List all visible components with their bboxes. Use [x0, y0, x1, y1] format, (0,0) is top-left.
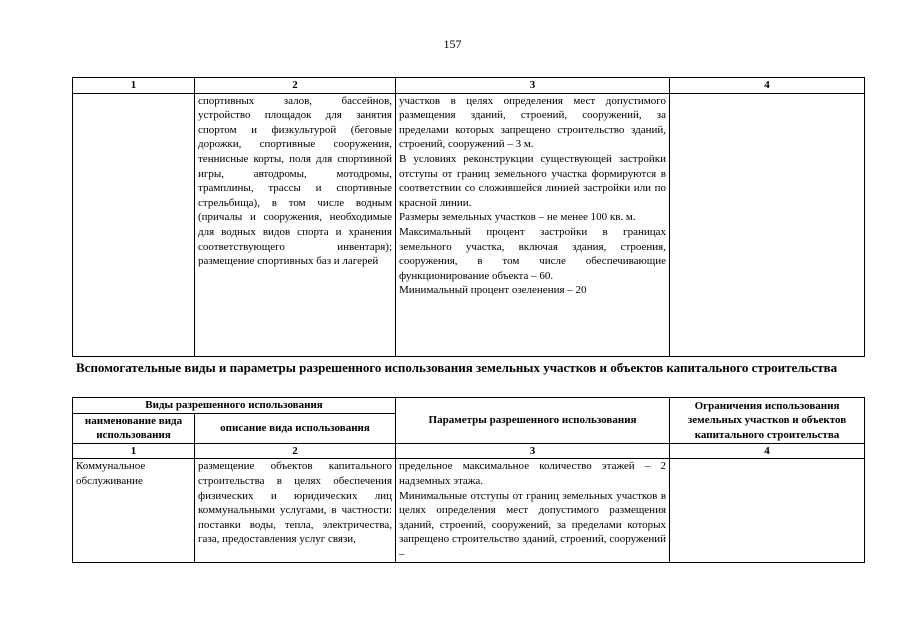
parameter-paragraph: Минимальный процент озеленения – 20 — [399, 284, 587, 297]
column-number: 2 — [195, 78, 396, 94]
parameter-paragraph: Минимальные отступы от границ земельных участков в целях определения мест допустимого размещения зданий, строений, сооружений, за пределами которых запрещено строительство зданий, строений, сооружений – — [399, 489, 667, 560]
header-group-label: Виды разрешенного использования — [73, 398, 396, 414]
cell-use-description: размещение объектов капитального строительства в целях обеспечения физических и юридических лиц коммунальными услугами, в частности: поставки воды, тепла, электричества, газа, предоставления услуг связи, — [195, 459, 396, 562]
column-number-row — [73, 78, 865, 94]
auxiliary-uses-table — [72, 397, 865, 563]
cell-limits — [670, 93, 865, 356]
header-parameters: Параметры разрешенного использования — [396, 398, 670, 444]
table-row — [73, 93, 865, 356]
column-number: 4 — [670, 443, 865, 459]
parameter-paragraph: В условиях реконструкции существующей застройки отступы от границ земельного участка формируются в соответствии со сложившейся линией застройки или по красной линии. — [399, 152, 666, 209]
column-number: 4 — [670, 78, 865, 94]
header-limits: Ограничения использования земельных участков и объектов капитального строительства — [670, 398, 865, 444]
cell-parameters — [396, 93, 670, 356]
parameter-paragraph: Размеры земельных участков – не менее 100 кв. м. — [399, 211, 636, 224]
page-number: 157 — [443, 37, 462, 51]
cell-parameters — [396, 459, 670, 562]
cell-use-description: спортивных залов, бассейнов, устройство площадок для занятия спортом и физкультурой (беговые дорожки, спортивные сооружения, теннисные корты, поля для спортивной игры, автодромы, мотодромы, трамплины, трассы и спортивные стрельбища), в том числе водным (причалы и сооружения, необходимые для водных видов спорта и хранения соответствующего инвентаря); размещение спортивных баз и лагерей — [195, 93, 396, 356]
header-use-description: описание вида использования — [195, 413, 396, 443]
header-use-name: наименование вида использования — [73, 413, 195, 443]
table-row — [73, 459, 865, 562]
cell-limits — [670, 459, 865, 562]
column-number-row — [73, 443, 865, 459]
section-heading: Вспомогательные виды и параметры разрешенного использования земельных участков и объектов капитального строительства — [76, 360, 838, 375]
top-table — [72, 77, 865, 357]
column-number: 3 — [396, 443, 670, 459]
header-row — [73, 398, 865, 414]
column-number: 1 — [73, 443, 195, 459]
cell-use-name — [73, 93, 195, 356]
parameter-paragraph: предельное максимальное количество этажей – 2 надземных этажа. — [399, 460, 667, 487]
parameter-paragraph: участков в целях определения мест допустимого размещения зданий, строений, сооружений, за пределами которых запрещено строительство зданий, строений, сооружений – 3 м. — [399, 94, 666, 151]
cell-use-name: Коммунальное обслуживание — [73, 459, 195, 562]
parameter-paragraph: Максимальный процент застройки в границах земельного участка, включая здания, строения, сооружения, в том числе обеспечивающие функционирование объекта – 60. — [399, 225, 666, 282]
column-number: 2 — [195, 443, 396, 459]
column-number: 3 — [396, 78, 670, 94]
column-number: 1 — [73, 78, 195, 94]
